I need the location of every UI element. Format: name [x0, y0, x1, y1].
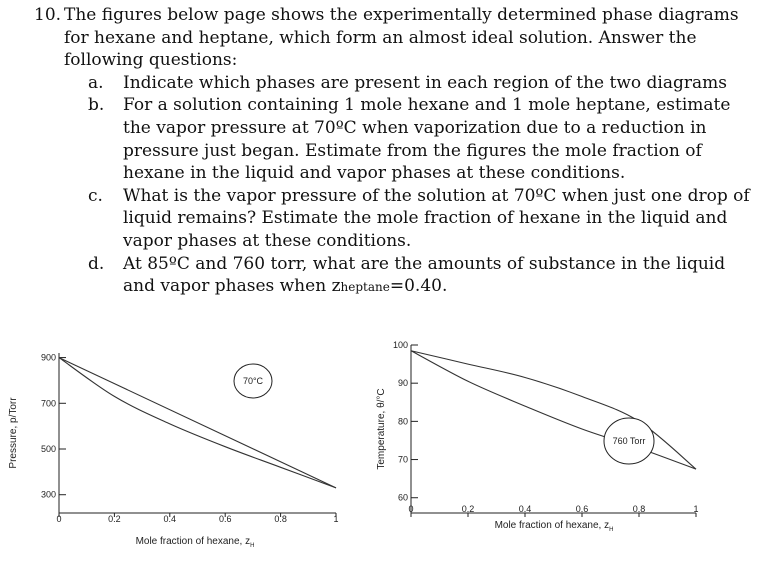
item-d [34, 253, 754, 299]
series-line-1 [411, 351, 696, 469]
question-intro-text: The figures below page shows the experimentally determined phase diagrams for hexane and heptane, which form an almost ideal solution. Answer the following questions: [64, 5, 739, 71]
x-axis-label [495, 520, 614, 533]
x-tick-label: 0 [408, 504, 414, 514]
item-d-z-symbol: z [331, 276, 341, 297]
y-tick-label: 80 [397, 416, 408, 427]
item-d-text-after: =0.40. [389, 276, 448, 297]
y-tick-label: 900 [40, 352, 56, 363]
y-tick-label: 500 [40, 444, 56, 454]
x-tick-label: 0 [56, 514, 62, 524]
x-axis-label [136, 536, 255, 549]
item-d-label: d. [88, 253, 105, 274]
question-items [34, 72, 754, 299]
x-tick-label: 0.4 [518, 504, 532, 514]
series-line-0 [411, 351, 696, 469]
y-tick-label: 60 [397, 492, 408, 503]
y-tick-label: 70 [397, 454, 408, 465]
series-line-0 [59, 358, 336, 488]
x-tick-label: 0.6 [218, 514, 232, 524]
y-tick-label: 90 [397, 378, 408, 389]
item-d-z-subscript: heptane [340, 280, 390, 295]
x-tick-label: 1 [693, 504, 699, 514]
x-axis-label-text: Mole fraction of hexane, z [494, 520, 610, 531]
x-tick-label: 0.2 [461, 504, 475, 514]
item-a-text: Indicate which phases are present in each region of the two diagrams [123, 72, 727, 93]
y-tick-label: 300 [40, 489, 56, 500]
item-a-label: a. [88, 72, 104, 93]
x-axis-label-text: Mole fraction of hexane, z [135, 536, 251, 547]
x-axis-label-subscript: H [250, 543, 255, 549]
question-block [34, 4, 754, 299]
item-b-label: b. [88, 95, 105, 116]
annotation-label: 760 Torr [612, 436, 646, 446]
x-tick-label: 0.8 [274, 514, 287, 524]
item-b [34, 94, 754, 184]
x-tick-label: 0.4 [163, 514, 177, 524]
y-axis-label: Temperature, θ/°C [376, 388, 387, 470]
x-axis-label-subscript: H [609, 527, 614, 533]
x-tick-label: 0.2 [108, 514, 121, 524]
item-c [34, 185, 754, 253]
x-tick-label: 0.6 [575, 504, 589, 514]
x-tick-label: 1 [333, 514, 339, 524]
x-tick-label: 0.8 [632, 504, 646, 514]
annotation-label: 70°C [242, 376, 264, 386]
y-axis-label: Pressure, p/Torr [8, 397, 19, 469]
pressure-composition-chart [0, 336, 370, 556]
y-tick-label: 100 [392, 340, 408, 350]
item-a [34, 72, 754, 95]
temperature-composition-chart [372, 336, 766, 556]
item-d-text-before: At 85ºC and 760 torr, what are the amounts of substance in the liquid and vapor phases when [123, 253, 726, 297]
item-c-text: What is the vapor pressure of the solution at 70ºC when just one drop of liquid remains? Estimate the mole fraction of hexane in the liquid and vapor phases at these conditions. [123, 185, 750, 251]
question-number: 10. [34, 5, 62, 25]
item-c-label: c. [88, 185, 103, 206]
question-intro [34, 4, 754, 72]
y-tick-label: 700 [40, 398, 56, 409]
item-b-text: For a solution containing 1 mole hexane and 1 mole heptane, estimate the vapor pressure at 70ºC when vaporization due to a reduction in pressure just began. Estimate from the figures the mole fraction of hexane in the liquid and vapor phases at these conditions. [123, 95, 731, 184]
